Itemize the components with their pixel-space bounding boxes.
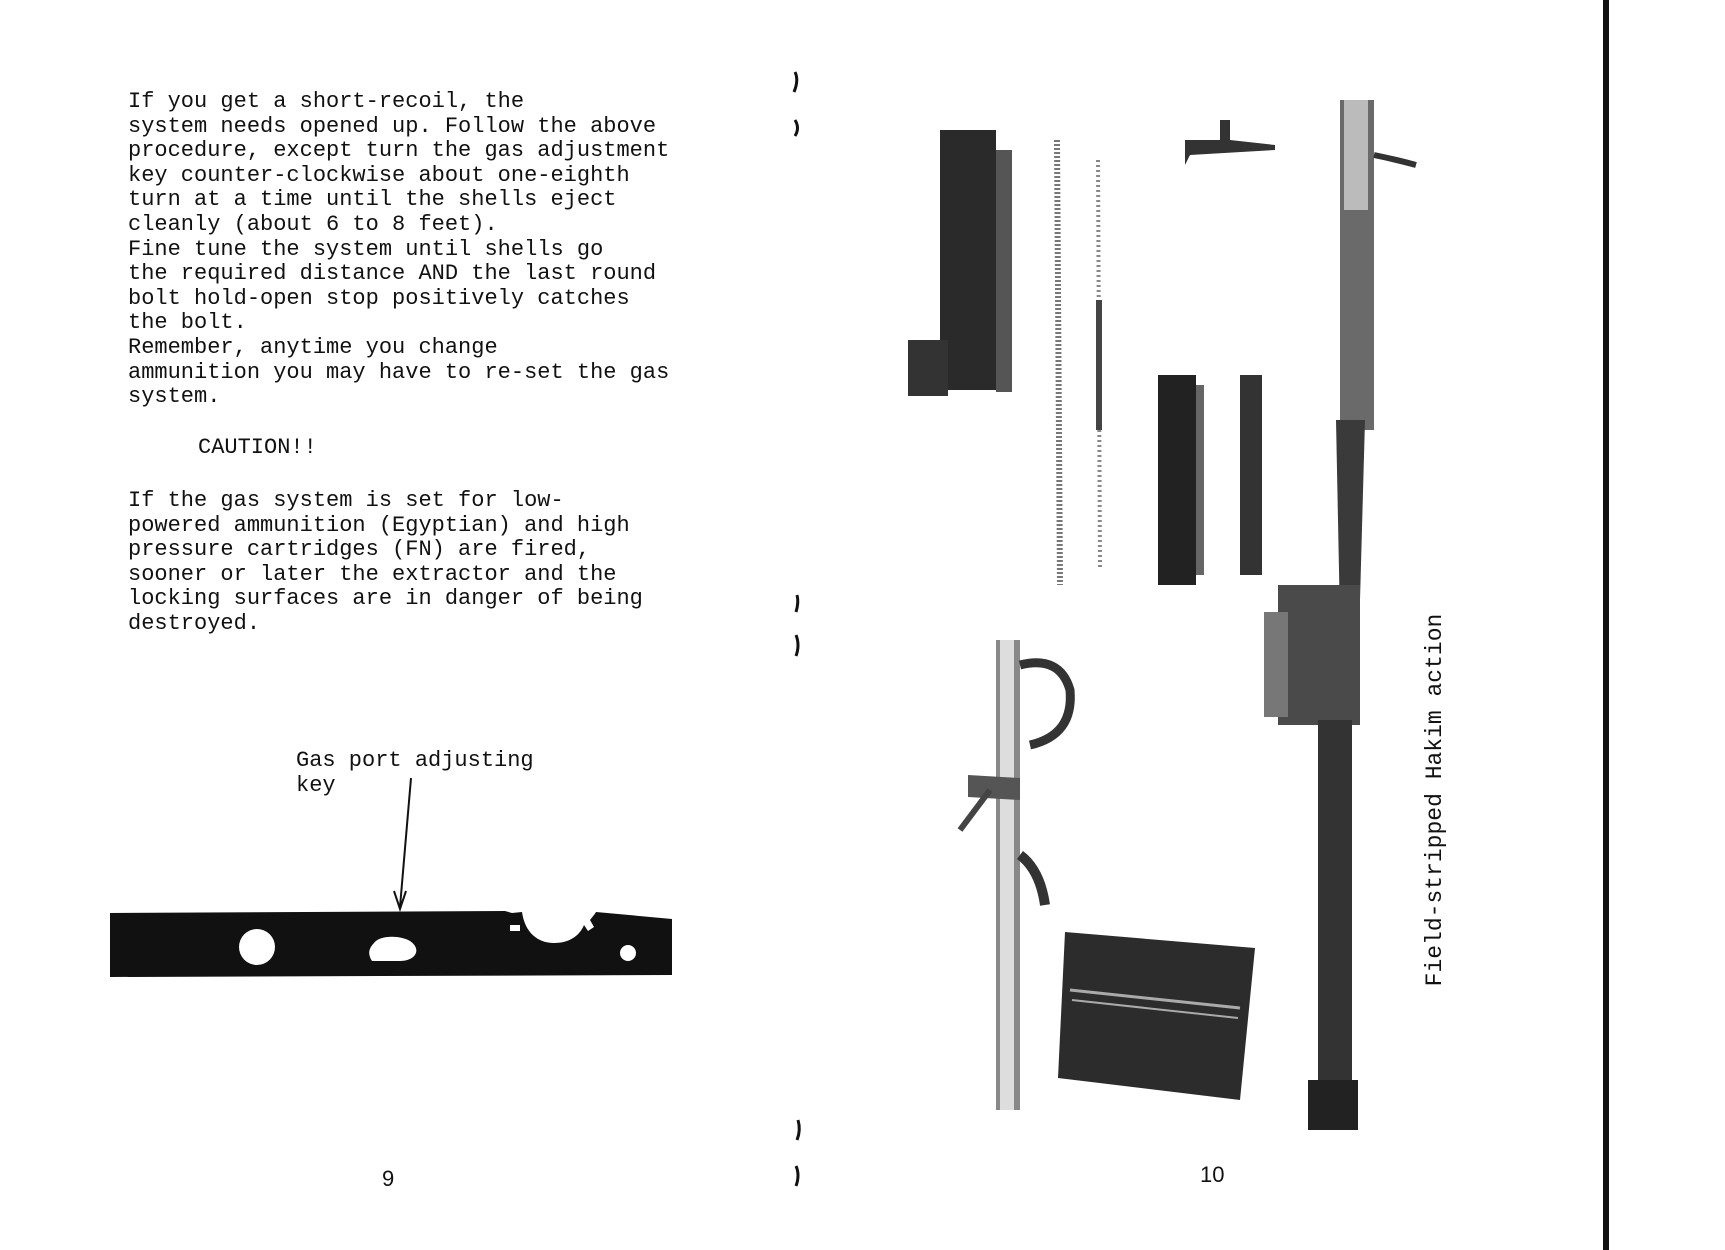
scan-edge-bar: [1603, 0, 1609, 1250]
body-paragraph-caution: If the gas system is set for low- powered ammunition (Egyptian) and high pressure cartridges (FN) are fired, sooner or later the extractor and the locking surfaces are in danger of being destroyed.: [128, 488, 643, 636]
figure-caption-vertical: Field-stripped Hakim action: [1422, 613, 1448, 987]
body-paragraph-recoil: If you get a short-recoil, the system needs opened up. Follow the above procedure, except turn the gas adjustment key counter-clockwise about one-eighth turn at a time until the shells eject cleanly (about 6 to 8 feet). Fine tune the system until shells go the required distance AND the last round bolt hold-open stop positively catches the bolt. Remember, anytime you change ammunition you may have to re-set the gas system.: [128, 89, 670, 410]
page-number-right: 10: [1200, 1162, 1225, 1187]
right-page: [860, 0, 1725, 1250]
binding-marks: [790, 0, 810, 1250]
rifle-parts-illustration: [860, 0, 1420, 1150]
page-number-left: 9: [382, 1166, 395, 1191]
gas-key-illustration: [110, 905, 675, 985]
figure-label-gas-key: Gas port adjusting key: [296, 748, 534, 798]
pointer-arrow: [380, 775, 420, 915]
left-page: [0, 0, 790, 1250]
caution-heading: CAUTION!!: [198, 435, 317, 460]
